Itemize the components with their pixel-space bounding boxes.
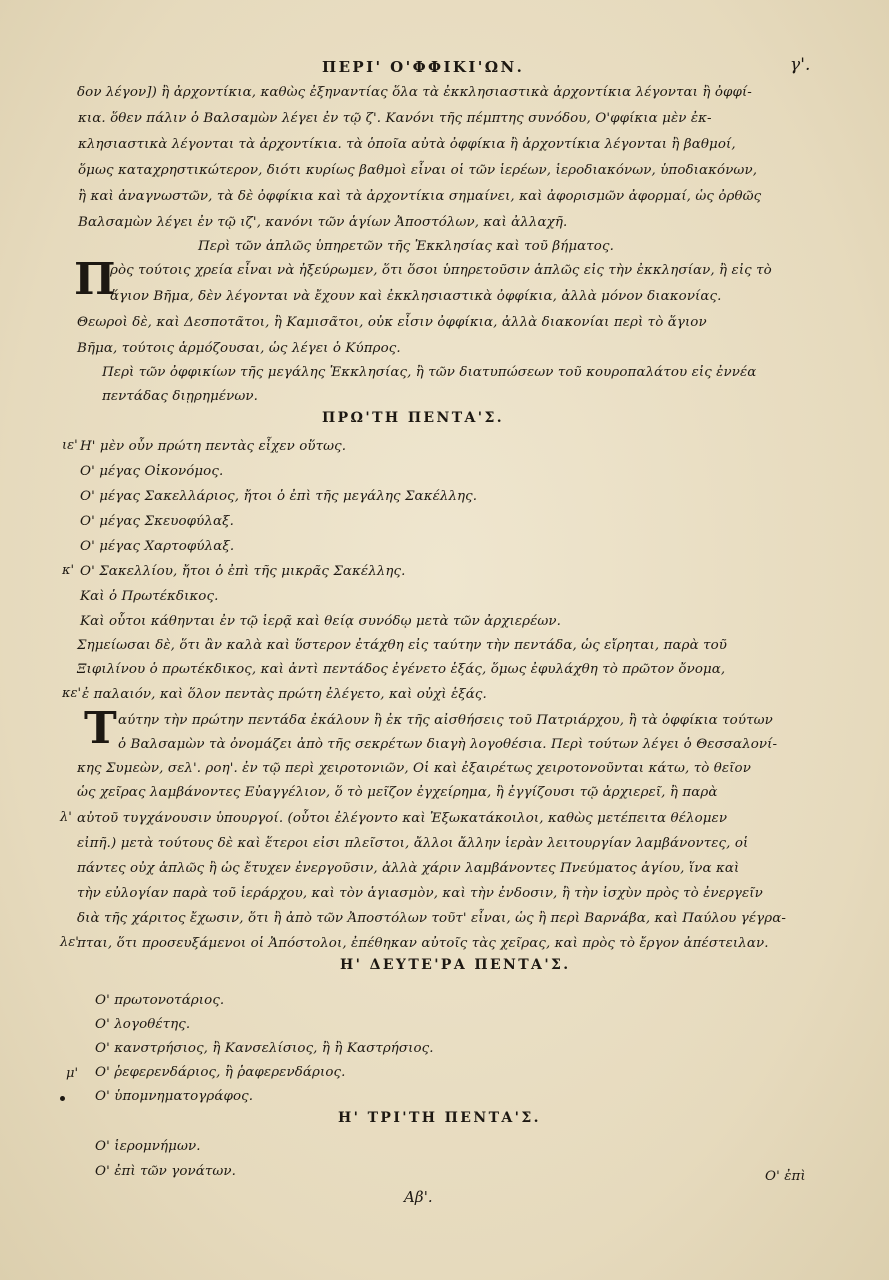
- text-line: κια. ὅθεν πάλιν ὁ Βαλσαμὼν λέγει ἐν τῷ ζ'. Κανόνι τῆς πέμπτης συνόδου, Ο'φφίκια μὲν ἐκ-: [78, 111, 712, 126]
- margin-dot: [60, 1096, 65, 1101]
- text-line: Καὶ οὗτοι κάθηνται ἐν τῷ ἱερᾷ καὶ θείᾳ συνόδῳ μετὰ τῶν ἀρχιερέων.: [80, 614, 562, 629]
- text-line: ὁ Βαλσαμὼν τὰ ὀνομάζει ἀπὸ τῆς σεκρέτων διαγὴ λογοθέσια. Περὶ τούτων λέγει ὁ Θεσσαλονί-: [118, 737, 778, 752]
- section-heading: Περὶ τῶν ὀφφικίων τῆς μεγάλης Ἐκκλησίας, ἢ τῶν διατυπώσεων τοῦ κουροπαλάτου εἰς ἐννέα: [102, 365, 757, 380]
- section-heading: Περὶ τῶν ἁπλῶς ὑπηρετῶν τῆς Ἐκκλησίας καὶ τοῦ βήματος.: [198, 239, 614, 254]
- list-item: Ο' πρωτονοτάριος.: [95, 993, 225, 1008]
- text-line: ὡς χεῖρας λαμβάνοντες Εὐαγγέλιον, ὅ τὸ μεῖζον ἐγχείρημα, ἢ ἐγγίζουσι τῷ ἀρχιερεῖ, ἢ παρὰ: [77, 785, 718, 800]
- text-line: Ξιφιλίνου ὁ πρωτέκδικος, καὶ ἀντὶ πεντάδος ἐγένετο ἑξάς, ὅμως ἐφυλάχθη τὸ πρῶτον ὄνομα,: [77, 662, 726, 677]
- catchword: Ο' ἐπὶ: [765, 1169, 806, 1184]
- text-line: Βαλσαμὼν λέγει ἐν τῷ ιζ', κανόνι τῶν ἁγίων Ἀποστόλων, καὶ ἀλλαχῆ.: [78, 215, 568, 230]
- list-item: Ο' κανστρήσιος, ἢ Κανσελίσιος, ἢ ἢ Καστρήσιος.: [95, 1041, 434, 1056]
- section-title: ΠΡΩ'ΤΗ ΠΕΝΤΑ'Σ.: [322, 410, 505, 426]
- signature-mark: Αβ'.: [404, 1188, 433, 1206]
- text-line: δον λέγον]) ἢ ἀρχοντίκια, καθὼς ἐξηναντίας ὅλα τὰ ἐκκλησιαστικὰ ἀρχοντίκια λέγονται ἢ ὀφφί-: [77, 85, 752, 100]
- margin-numeral: κ': [62, 563, 75, 578]
- list-item: Ο' ὑπομνηματογράφος.: [95, 1089, 254, 1104]
- section-title: Η' ΔΕΥΤΕ'ΡΑ ΠΕΝΤΑ'Σ.: [340, 957, 571, 973]
- folio-number: γ'.: [790, 55, 811, 75]
- text-line: Η' μὲν οὖν πρώτη πεντὰς εἶχεν οὕτως.: [80, 439, 347, 454]
- text-line: ρὸς τούτοις χρεία εἶναι νὰ ἠξεύρωμεν, ὅτι ὅσοι ὑπηρετοῦσιν ἁπλῶς εἰς τὴν ἐκκλησίαν, ἢ εἰς τὸ: [110, 263, 772, 278]
- list-item: Ο' μέγας Οἰκονόμος.: [80, 464, 224, 479]
- section-heading: πεντάδας διῃρημένων.: [102, 389, 259, 404]
- margin-numeral: λ': [60, 810, 72, 825]
- text-line: ἢ καὶ ἀναγνωστῶν, τὰ δὲ ὀφφίκια καὶ τὰ ἀρχοντίκια σημαίνει, καὶ ἀφορισμῶν ἀφορμαί, ὡς ὀρθῶς: [78, 189, 762, 204]
- text-line: Βῆμα, τούτοις ἁρμόζουσαι, ὡς λέγει ὁ Κύπρος.: [77, 341, 401, 356]
- margin-numeral: λε': [60, 935, 79, 950]
- margin-numeral: μ': [66, 1066, 79, 1081]
- list-item: Ο' ἱερομνήμων.: [95, 1139, 201, 1154]
- list-item: Ο' Σακελλίου, ἤτοι ὁ ἐπὶ τῆς μικρᾶς Σακέλλης.: [80, 564, 406, 579]
- list-item: Ο' μέγας Σακελλάριος, ἤτοι ὁ ἐπὶ τῆς μεγάλης Σακέλλης.: [80, 489, 478, 504]
- text-line: κης Συμεὼν, σελ'. ροη'. ἐν τῷ περὶ χειροτονιῶν, Οἱ καὶ ἐξαιρέτως χειροτονοῦνται κάτω, τὸ θεῖον: [77, 761, 751, 776]
- list-item: Ο' λογοθέτης.: [95, 1017, 191, 1032]
- text-line: αὐτοῦ τυγχάνουσιν ὑπουργοί. (οὗτοι ἐλέγοντο καὶ Ἐξωκατάκοιλοι, καθὼς μετέπειτα θέλομεν: [77, 811, 728, 826]
- text-line: ἅγιον Βῆμα, δὲν λέγονται νὰ ἔχουν καὶ ἐκκλησιαστικὰ ὀφφίκια, ἀλλὰ μόνον διακονίας.: [110, 289, 722, 304]
- text-line: ἐ παλαιόν, καὶ ὅλον πεντὰς πρώτη ἐλέγετο, καὶ οὐχὶ ἑξάς.: [82, 687, 487, 702]
- text-line: πάντες οὐχ ἁπλῶς ἢ ὡς ἔτυχεν ἐνεργοῦσιν, ἀλλὰ χάριν λαμβάνοντες Πνεύματος ἁγίου, ἵνα καὶ: [77, 861, 740, 876]
- running-title: ΠΕΡΙ' Ο'ΦΦΙΚΙ'ΩΝ.: [322, 58, 525, 76]
- list-item: Ο' ἐπὶ τῶν γονάτων.: [95, 1164, 237, 1179]
- list-item: Ο' μέγας Σκευοφύλαξ.: [80, 514, 234, 529]
- text-line: πται, ὅτι προσευξάμενοι οἱ Ἀπόστολοι, ἐπέθηκαν αὐτοῖς τὰς χεῖρας, καὶ πρὸς τὸ ἔργον ἀπέστειλαν.: [77, 936, 769, 951]
- text-line: εἰπῆ.) μετὰ τούτους δὲ καὶ ἕτεροι εἰσι πλεῖστοι, ἄλλοι ἄλλην ἱερὰν λειτουργίαν λαμβάνοντες, οἱ: [77, 836, 749, 851]
- text-line: ὅμως καταχρηστικώτερον, διότι κυρίως βαθμοὶ εἶναι οἱ τῶν ἱερέων, ἱεροδιακόνων, ὑποδιακόνων,: [78, 163, 758, 178]
- text-line: διὰ τῆς χάριτος ἔχωσιν, ὅτι ἢ ἀπὸ τῶν Ἀποστόλων τοῦτ' εἶναι, ὡς ἢ περὶ Βαρνάβα, καὶ Παύλου γέγρα-: [77, 911, 787, 926]
- list-item: Ο' ῥεφερενδάριος, ἢ ῥαφερενδάριος.: [95, 1065, 346, 1080]
- drop-cap: Τ: [84, 703, 117, 754]
- text-line: τὴν εὐλογίαν παρὰ τοῦ ἱεράρχου, καὶ τὸν ἁγιασμὸν, καὶ τὴν ἐνδοσιν, ἢ τὴν ἰσχὺν πρὸς τὸ ἐνεργεῖν: [77, 886, 763, 901]
- text-line: αύτην τὴν πρώτην πεντάδα ἐκάλουν ἢ ἐκ τῆς αἰσθήσεις τοῦ Πατριάρχου, ἢ τὰ ὀφφίκια τούτων: [118, 713, 773, 728]
- list-item: Καὶ ὁ Πρωτέκδικος.: [80, 589, 219, 604]
- text-line: κλησιαστικὰ λέγονται τὰ ἀρχοντίκια. τὰ ὁποῖα αὐτὰ ὀφφίκια ἢ ἀρχοντίκια λέγονται ἢ βαθμοί,: [78, 137, 736, 152]
- text-line: Σημείωσαι δὲ, ὅτι ἂν καλὰ καὶ ὕστερον ἐτάχθη εἰς ταύτην τὴν πεντάδα, ὡς εἴρηται, παρὰ τοῦ: [77, 638, 728, 653]
- text-line: Θεωροὶ δὲ, καὶ Δεσποτᾶτοι, ἢ Καμισᾶτοι, οὐκ εἶσιν ὀφφίκια, ἀλλὰ διακονίαι περὶ τὸ ἅγιον: [77, 315, 707, 330]
- margin-numeral: ιε': [62, 438, 78, 453]
- drop-cap: Π: [74, 254, 116, 305]
- section-title: Η' ΤΡΙ'ΤΗ ΠΕΝΤΑ'Σ.: [338, 1110, 541, 1126]
- margin-numeral: κε': [62, 686, 82, 701]
- list-item: Ο' μέγας Χαρτοφύλαξ.: [80, 539, 235, 554]
